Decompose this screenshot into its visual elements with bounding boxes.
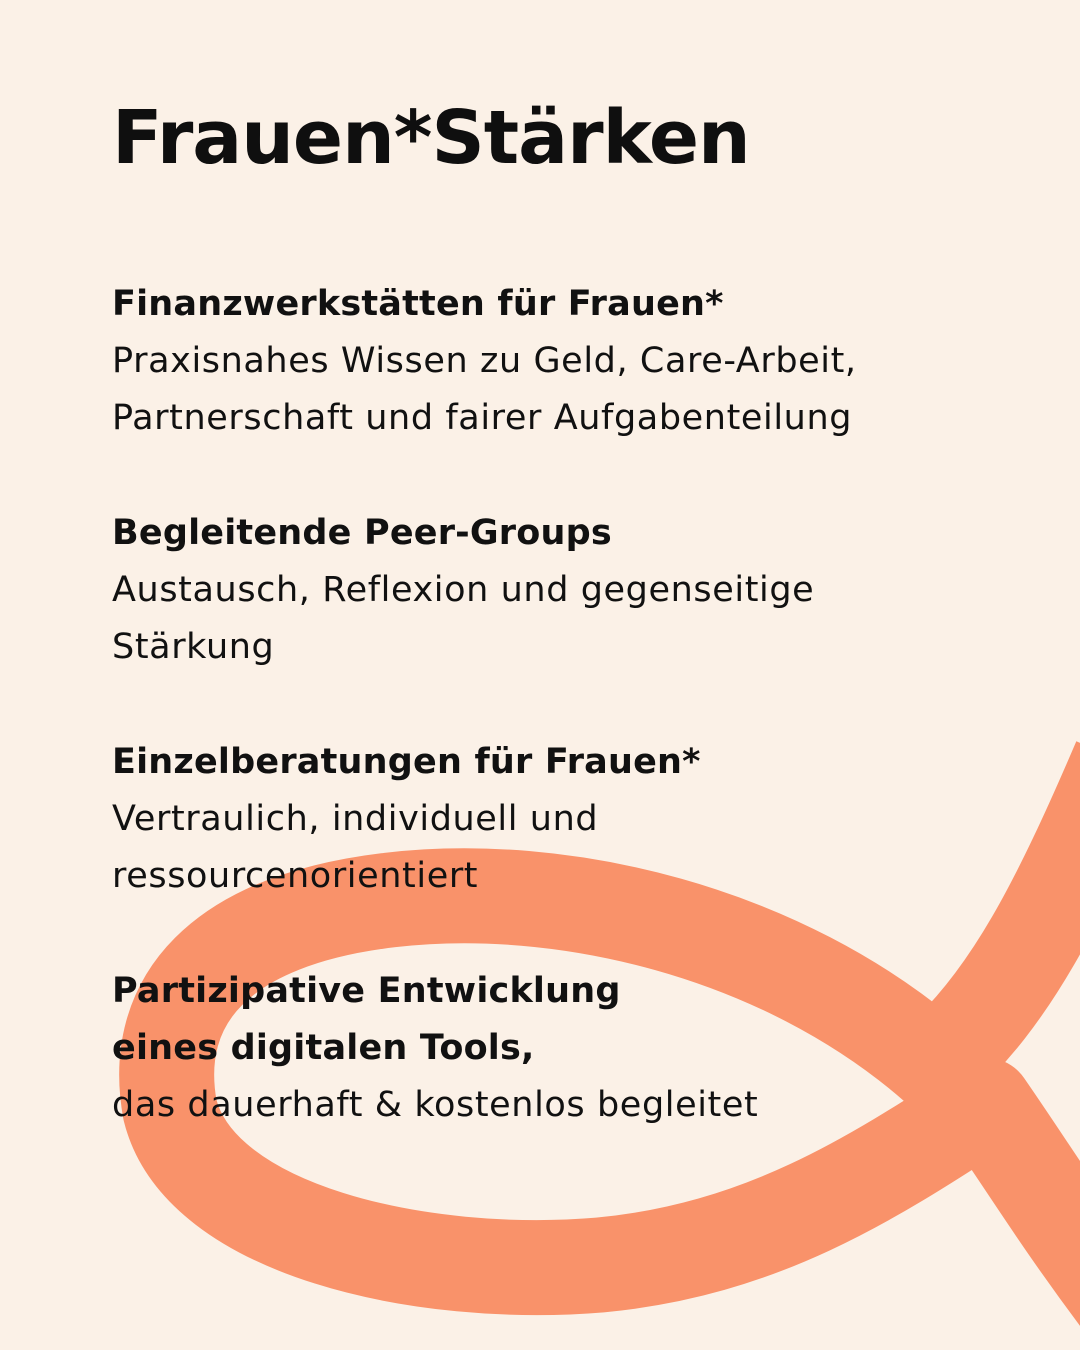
offer-item-finanzwerkstaetten [112,276,1012,447]
offer-heading: Partizipative Entwicklung eines digitalen Tools, [112,971,621,1068]
offer-item-einzelberatungen [112,734,1012,905]
offer-heading: Finanzwerkstätten für Frauen* [112,284,724,324]
offer-item-digitales-tool [112,963,1012,1134]
offer-description: Austausch, Reflexion und gegenseitige Stärkung [112,570,815,667]
offer-heading: Begleitende Peer-Groups [112,513,612,553]
offer-list [112,276,1012,1134]
offer-heading: Einzelberatungen für Frauen* [112,742,701,782]
offer-description: Vertraulich, individuell und ressourcenorientiert [112,799,599,896]
offer-description: Praxisnahes Wissen zu Geld, Care-Arbeit, Partnerschaft und fairer Aufgabenteilung [112,341,857,438]
content-block [112,96,1012,1192]
offer-description: das dauerhaft & kostenlos begleitet [112,1085,759,1125]
page-title: Frauen*Stärken [112,95,750,181]
offer-item-peer-groups [112,505,1012,676]
